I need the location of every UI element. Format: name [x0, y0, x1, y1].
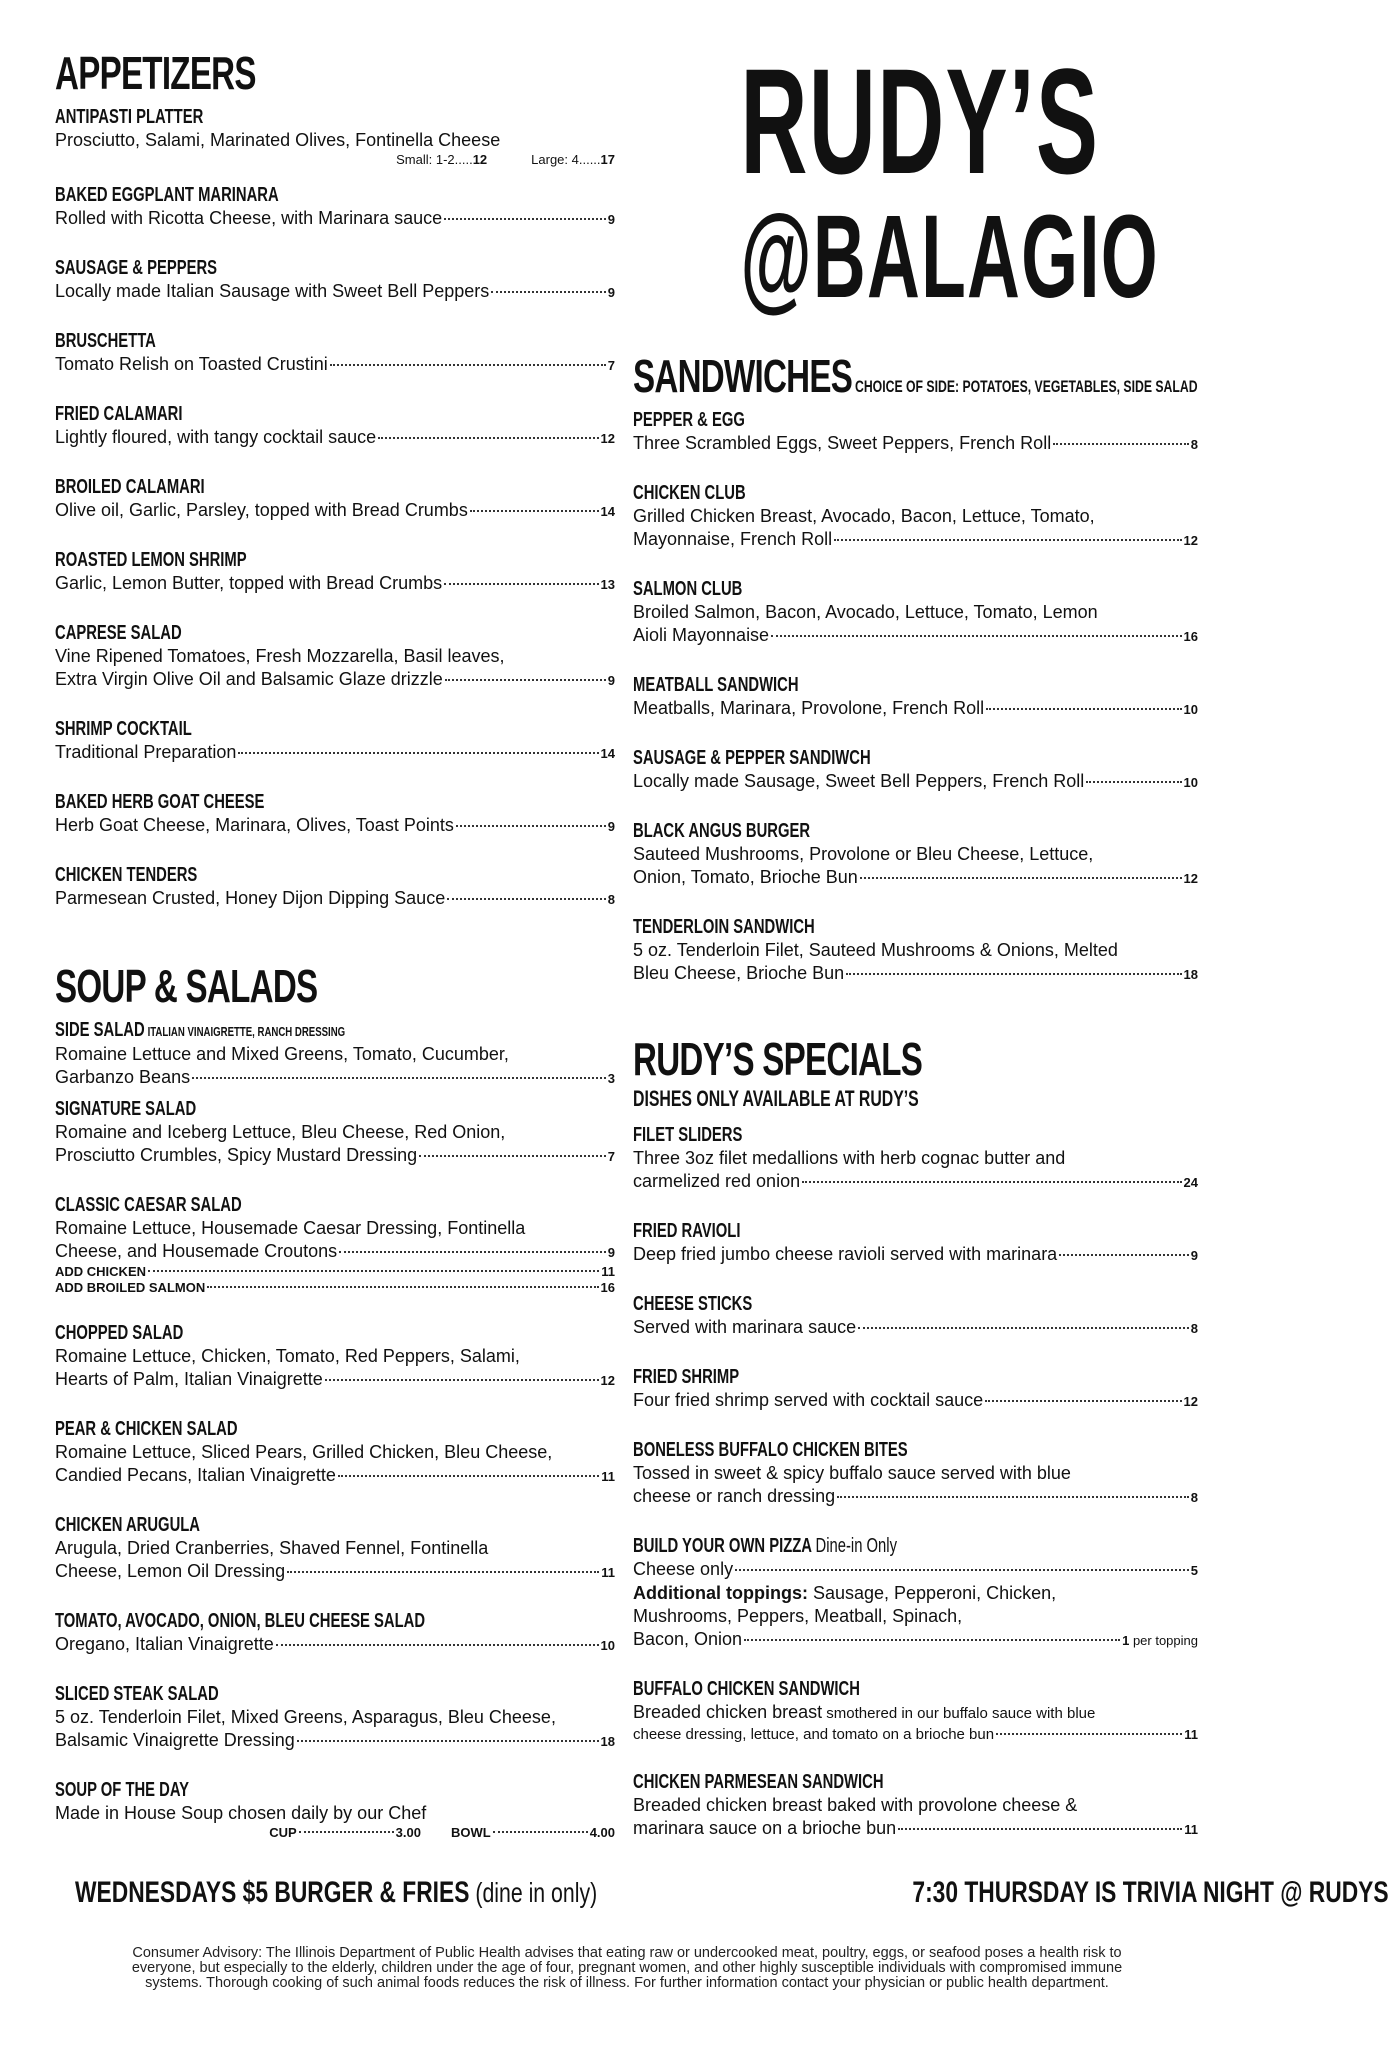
leader-dots [860, 877, 1182, 879]
leader-dots [744, 1639, 1120, 1641]
toppings-list: Mushrooms, Peppers, Meatball, Spinach, [633, 1605, 963, 1626]
small-label: Small: 1-2..... [396, 152, 473, 167]
menu-item [633, 1771, 1198, 1841]
menu-item [55, 622, 615, 692]
item-desc: Cheese only [633, 1558, 734, 1579]
item-price: 9 [607, 819, 615, 834]
item-price: 11 [601, 1565, 615, 1580]
item-name: SALMON CLUB [633, 577, 743, 600]
item-desc: Candied Pecans, Italian Vinaigrette [55, 1465, 336, 1485]
menu-item [55, 184, 615, 231]
item-desc: Three Scrambled Eggs, Sweet Peppers, French Roll [633, 432, 1052, 453]
item-desc: Romaine and Iceberg Lettuce, Bleu Cheese, Red Onion, [55, 1122, 506, 1142]
item-price: 8 [1190, 436, 1198, 452]
menu-item [633, 1366, 1198, 1413]
item-desc: Tossed in sweet & spicy buffalo sauce served with blue [633, 1462, 1071, 1483]
brand-line-2: @BALAGIO [740, 190, 1159, 323]
menu-item [55, 1019, 615, 1090]
leader-dots [299, 1831, 394, 1833]
sandwiches-title-text: SANDWICHES [633, 349, 853, 402]
leader-dots [1086, 781, 1181, 783]
brand-logo [633, 37, 1198, 323]
item-desc: Prosciutto Crumbles, Spicy Mustard Dressing [55, 1145, 418, 1165]
leader-dots [297, 1740, 599, 1742]
specials-title: RUDY’S SPECIALS [633, 1032, 923, 1085]
item-price: 9 [607, 1245, 615, 1260]
item-desc: 5 oz. Tenderloin Filet, Mixed Greens, Asparagus, Bleu Cheese, [55, 1707, 556, 1727]
item-desc: Breaded chicken breast baked with provolone cheese & [633, 1794, 1078, 1815]
item-desc: Romaine Lettuce, Chicken, Tomato, Red Peppers, Salami, [55, 1346, 520, 1366]
item-name: PEPPER & EGG [633, 408, 745, 431]
item-desc: Grilled Chicken Breast, Avocado, Bacon, Lettuce, Tomato, [633, 505, 1095, 526]
leader-dots [491, 291, 606, 293]
leader-dots [834, 539, 1181, 541]
sandwiches-title [633, 349, 1198, 402]
item-name: SHRIMP COCKTAIL [55, 718, 192, 740]
item-desc: Hearts of Palm, Italian Vinaigrette [55, 1369, 323, 1389]
menu-item [55, 1194, 615, 1296]
item-name: SAUSAGE & PEPPER SANDIWCH [633, 746, 871, 769]
left-column [55, 47, 615, 1867]
cup-label: CUP [269, 1825, 297, 1840]
bowl-label: BOWL [450, 1825, 491, 1840]
item-name: BONELESS BUFFALO CHICKEN BITES [633, 1438, 908, 1461]
toppings-label: Additional toppings: [633, 1582, 808, 1603]
leader-dots [444, 218, 606, 220]
item-name: BUILD YOUR OWN PIZZA [633, 1534, 812, 1557]
leader-dots [898, 1828, 1182, 1830]
item-desc: Breaded chicken breast [633, 1701, 823, 1722]
soups-title: SOUP & SALADS [55, 960, 318, 1012]
topping-price: 1 [1122, 1632, 1130, 1648]
item-name: SIDE SALAD [55, 1019, 145, 1041]
menu-item [55, 791, 615, 838]
leader-dots [148, 1270, 599, 1272]
item-name: ROASTED LEMON SHRIMP [55, 549, 247, 571]
leader-dots [802, 1181, 1181, 1183]
item-name: CHEESE STICKS [633, 1292, 753, 1315]
item-desc: Cheese, and Housemade Croutons [55, 1241, 338, 1261]
addon-price: 16 [600, 1280, 615, 1295]
item-desc: Prosciutto, Salami, Marinated Olives, Fontinella Cheese [55, 130, 501, 150]
menu-item [633, 1678, 1198, 1745]
leader-dots [338, 1475, 599, 1477]
menu-item [55, 1683, 615, 1753]
item-desc: Vine Ripened Tomatoes, Fresh Mozzarella, Basil leaves, [55, 646, 505, 666]
menu-item [55, 864, 615, 911]
leader-dots [986, 708, 1181, 710]
menu-item [633, 916, 1198, 986]
item-desc: Herb Goat Cheese, Marinara, Olives, Toast Points [55, 815, 454, 835]
item-price: 14 [600, 504, 615, 519]
item-name: FILET SLIDERS [633, 1123, 743, 1146]
specials-subtitle: DISHES ONLY AVAILABLE AT RUDY’S [633, 1085, 919, 1111]
item-price: 12 [600, 431, 615, 446]
item-desc: Balsamic Vinaigrette Dressing [55, 1730, 295, 1750]
menu-item [55, 1098, 615, 1168]
item-price: 16 [1183, 628, 1198, 644]
item-desc: Cheese, Lemon Oil Dressing [55, 1561, 286, 1581]
promo-trivia: 7:30 THURSDAY IS TRIVIA NIGHT @ RUDYS [912, 1876, 1389, 1909]
appetizers-title: APPETIZERS [55, 47, 256, 99]
item-price: 11 [1184, 1821, 1198, 1837]
item-desc: Locally made Sausage, Sweet Bell Peppers, French Roll [633, 770, 1085, 791]
item-price: 11 [601, 1469, 615, 1484]
item-name: SIGNATURE SALAD [55, 1098, 197, 1120]
menu-item [55, 330, 615, 377]
toppings-list: Sausage, Pepperoni, Chicken, [807, 1582, 1057, 1603]
item-desc: Tomato Relish on Toasted Crustini [55, 354, 328, 374]
item-desc: Oregano, Italian Vinaigrette [55, 1634, 274, 1654]
cup-bowl-prices [55, 1825, 615, 1841]
addon-label: ADD CHICKEN [55, 1264, 146, 1279]
item-desc: Lightly floured, with tangy cocktail sauce [55, 427, 377, 447]
item-desc: Aioli Mayonnaise [633, 624, 770, 645]
sandwiches-subtitle: CHOICE OF SIDE: POTATOES, VEGETABLES, SIDE SALAD [855, 376, 1198, 396]
menu-item [633, 820, 1198, 890]
menu-item [55, 476, 615, 523]
item-name: CHICKEN ARUGULA [55, 1514, 200, 1536]
item-price: 12 [1183, 1393, 1198, 1409]
promo-wednesday [75, 1876, 597, 1910]
topping-unit: per topping [1129, 1632, 1198, 1648]
item-name: BAKED HERB GOAT CHEESE [55, 791, 265, 813]
leader-dots [771, 635, 1181, 637]
item-desc: Traditional Preparation [55, 742, 237, 762]
item-name: BROILED CALAMARI [55, 476, 205, 498]
item-price: 10 [1183, 701, 1198, 717]
menu-item [55, 403, 615, 450]
menu-item [55, 1418, 615, 1488]
item-name: FRIED SHRIMP [633, 1365, 740, 1388]
large-price: 17 [600, 152, 615, 167]
promo-wednesday-bold: WEDNESDAYS $5 BURGER & FRIES [75, 1876, 470, 1909]
menu-item [633, 1293, 1198, 1340]
leader-dots [207, 1286, 598, 1288]
item-desc: Garbanzo Beans [55, 1067, 191, 1087]
item-name: CHOPPED SALAD [55, 1322, 184, 1344]
item-price: 9 [607, 673, 615, 688]
item-price: 12 [1183, 532, 1198, 548]
item-desc: Olive oil, Garlic, Parsley, topped with Bread Crumbs [55, 500, 468, 520]
item-desc: Mayonnaise, French Roll [633, 528, 833, 549]
menu-item [55, 1610, 615, 1657]
item-desc: smothered in our buffalo sauce with blue [822, 1704, 1096, 1722]
item-desc: Rolled with Ricotta Cheese, with Marinara sauce [55, 208, 443, 228]
item-desc: Garlic, Lemon Butter, topped with Bread Crumbs [55, 573, 443, 593]
right-column [633, 37, 1198, 1867]
item-price: 8 [1190, 1489, 1198, 1505]
item-name: FRIED CALAMARI [55, 403, 183, 425]
item-desc: cheese or ranch dressing [633, 1485, 836, 1506]
leader-dots [858, 1327, 1189, 1329]
item-desc: Broiled Salmon, Bacon, Avocado, Lettuce, Tomato, Lemon [633, 601, 1098, 622]
addon-label: ADD BROILED SALMON [55, 1280, 206, 1295]
item-desc: Sauteed Mushrooms, Provolone or Bleu Cheese, Lettuce, [633, 843, 1094, 864]
menu-item [55, 718, 615, 765]
menu-item [633, 1220, 1198, 1267]
item-desc: Extra Virgin Olive Oil and Balsamic Glaze drizzle [55, 669, 443, 689]
menu-item [633, 578, 1198, 648]
menu-item [633, 747, 1198, 794]
menu-item [55, 1514, 615, 1584]
leader-dots [445, 679, 606, 681]
item-name: ANTIPASTI PLATTER [55, 106, 204, 128]
item-desc: Romaine Lettuce and Mixed Greens, Tomato, Cucumber, [55, 1044, 509, 1064]
item-price: 18 [600, 1734, 615, 1749]
leader-dots [996, 1733, 1182, 1735]
item-desc: cheese dressing, lettuce, and tomato on a brioche bun [633, 1725, 995, 1743]
leader-dots [735, 1569, 1189, 1571]
leader-dots [447, 898, 606, 900]
item-price: 10 [1183, 774, 1198, 790]
leader-dots [238, 752, 598, 754]
item-name: BLACK ANGUS BURGER [633, 819, 811, 842]
menu-item [55, 549, 615, 596]
item-name: SLICED STEAK SALAD [55, 1683, 219, 1705]
item-name: MEATBALL SANDWICH [633, 673, 799, 696]
leader-dots [287, 1571, 599, 1573]
item-desc: Onion, Tomato, Brioche Bun [633, 866, 858, 887]
item-price: 8 [1190, 1320, 1198, 1336]
item-note: ITALIAN VINAIGRETTE, RANCH DRESSING [147, 1024, 346, 1039]
menu-item [633, 1439, 1198, 1509]
item-price: 11 [1184, 1726, 1198, 1742]
item-price: 5 [1190, 1562, 1198, 1578]
item-desc: Romaine Lettuce, Housemade Caesar Dressing, Fontinella [55, 1218, 526, 1238]
consumer-advisory: Consumer Advisory: The Illinois Department of Public Health advises that eating raw or undercooked meat, poultry, eggs, or seafood poses a health risk to everyone, but especially to the elderly, children under the age of four, pregnant women, and other highly susceptible individuals with compromised immune systems. Thorough cooking of such animal foods reduces the risk of illness. For further information contact your physician or public health department. [131, 1945, 1123, 1991]
leader-dots [837, 1496, 1189, 1498]
item-name: FRIED RAVIOLI [633, 1219, 741, 1242]
promo-wednesday-note: (dine in only) [469, 1877, 598, 1908]
brand-line-1: RUDY’S [740, 37, 1100, 205]
leader-dots [276, 1644, 599, 1646]
item-price: 3 [607, 1071, 615, 1086]
menu-item [633, 674, 1198, 721]
item-name: CHICKEN CLUB [633, 481, 746, 504]
item-price: 9 [607, 212, 615, 227]
item-price: 7 [607, 1149, 615, 1164]
leader-dots [330, 364, 606, 366]
item-desc: Four fried shrimp served with cocktail sauce [633, 1389, 984, 1410]
leader-dots [339, 1251, 606, 1253]
item-price: 12 [600, 1373, 615, 1388]
large-label: Large: 4...... [531, 152, 601, 167]
item-name: BRUSCHETTA [55, 330, 156, 352]
menu-item [633, 1535, 1198, 1652]
item-desc: marinara sauce on a brioche bun [633, 1817, 897, 1838]
menu-item [633, 409, 1198, 456]
item-price: 18 [1183, 966, 1198, 982]
leader-dots [325, 1379, 599, 1381]
item-name: TENDERLOIN SANDWICH [633, 915, 815, 938]
size-prices [55, 152, 615, 168]
leader-dots [985, 1400, 1181, 1402]
item-name: SAUSAGE & PEPPERS [55, 257, 218, 279]
item-name: CHICKEN PARMESEAN SANDWICH [633, 1770, 884, 1793]
small-price: 12 [472, 152, 488, 167]
bowl-price: 4.00 [589, 1825, 615, 1840]
leader-dots [456, 825, 606, 827]
item-price: 14 [600, 746, 615, 761]
item-desc: Served with marinara sauce [633, 1316, 857, 1337]
addon-price: 11 [601, 1264, 615, 1279]
item-name: BAKED EGGPLANT MARINARA [55, 184, 279, 206]
item-desc: Meatballs, Marinara, Provolone, French Roll [633, 697, 985, 718]
item-price: 13 [600, 577, 615, 592]
menu-item [55, 106, 615, 168]
item-price: 7 [607, 358, 615, 373]
item-price: 24 [1183, 1174, 1198, 1190]
menu-item [55, 257, 615, 304]
item-note: Dine-in Only [815, 1534, 897, 1557]
item-name: CLASSIC CAESAR SALAD [55, 1194, 242, 1216]
item-name: CAPRESE SALAD [55, 622, 182, 644]
item-desc: Deep fried jumbo cheese ravioli served with marinara [633, 1243, 1058, 1264]
item-price: 8 [607, 892, 615, 907]
leader-dots [1053, 443, 1189, 445]
item-desc: Bleu Cheese, Brioche Bun [633, 962, 845, 983]
item-desc: carmelized red onion [633, 1170, 801, 1191]
item-desc: Three 3oz filet medallions with herb cognac butter and [633, 1147, 1066, 1168]
leader-dots [444, 583, 598, 585]
item-desc: Parmesean Crusted, Honey Dijon Dipping Sauce [55, 888, 446, 908]
item-name: PEAR & CHICKEN SALAD [55, 1418, 238, 1440]
menu-item [633, 1124, 1198, 1194]
leader-dots [1059, 1254, 1189, 1256]
item-desc: Locally made Italian Sausage with Sweet Bell Peppers [55, 281, 490, 301]
item-desc: Romaine Lettuce, Sliced Pears, Grilled Chicken, Bleu Cheese, [55, 1442, 553, 1462]
item-desc: 5 oz. Tenderloin Filet, Sauteed Mushrooms & Onions, Melted [633, 939, 1118, 960]
menu-item [55, 1779, 615, 1841]
promo-bar [75, 1876, 1389, 1910]
leader-dots [493, 1831, 588, 1833]
leader-dots [846, 973, 1181, 975]
item-price: 9 [607, 285, 615, 300]
item-price: 12 [1183, 870, 1198, 886]
item-price: 10 [600, 1638, 615, 1653]
item-price: 9 [1190, 1247, 1198, 1263]
item-name: BUFFALO CHICKEN SANDWICH [633, 1677, 860, 1700]
item-name: SOUP OF THE DAY [55, 1779, 190, 1801]
item-name: CHICKEN TENDERS [55, 864, 198, 886]
toppings-list: Bacon, Onion [633, 1628, 743, 1649]
menu-item [633, 482, 1198, 552]
menu-item [55, 1322, 615, 1392]
leader-dots [419, 1155, 606, 1157]
leader-dots [378, 437, 598, 439]
item-desc: Made in House Soup chosen daily by our Chef [55, 1803, 427, 1823]
leader-dots [470, 510, 599, 512]
item-desc: Arugula, Dried Cranberries, Shaved Fennel, Fontinella [55, 1538, 489, 1558]
leader-dots [192, 1077, 606, 1079]
item-name: TOMATO, AVOCADO, ONION, BLEU CHEESE SALAD [55, 1610, 426, 1632]
cup-price: 3.00 [395, 1825, 421, 1840]
